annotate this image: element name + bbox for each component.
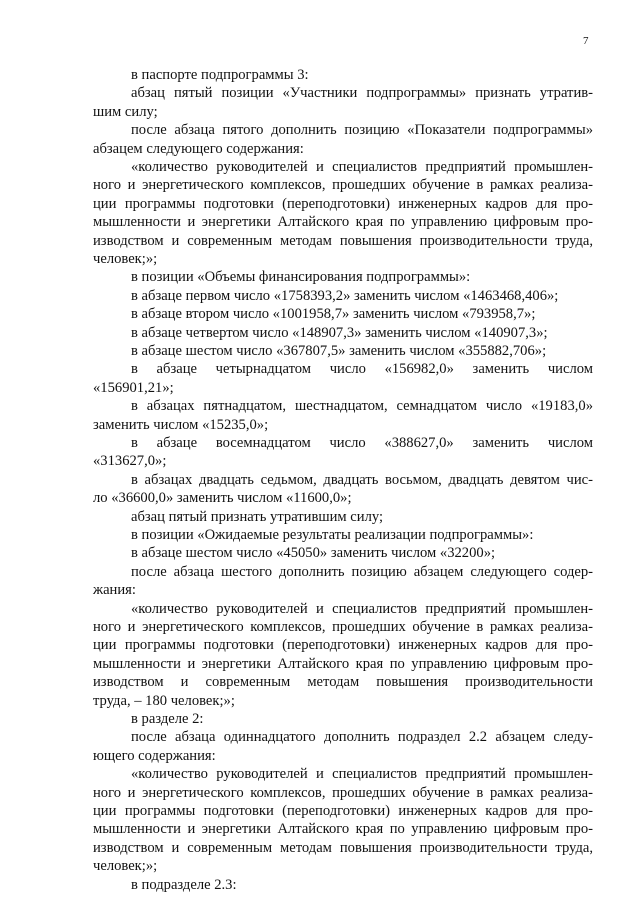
text-line: мышленности и энергетики Алтайского края по управлению цифровым про- [93, 655, 593, 672]
text-line: абзац пятый признать утратившим силу; [131, 508, 384, 525]
text-line: шим силу; [93, 103, 158, 120]
text-line: человек;»; [93, 858, 158, 875]
text-line: ции программы подготовки (переподготовки) инженерных кадров для про- [93, 803, 593, 819]
text-line: в абзаце шестом число «45050» заменить числом «32200»; [131, 545, 496, 562]
text-line: мышленности и энергетики Алтайского края по управлению цифровым про- [93, 214, 593, 231]
text-line: в позиции «Объемы финансирования подпрограммы»: [131, 269, 471, 286]
text-line: изводством и современным методам повышения производительности труда, [93, 839, 593, 856]
text-line: абзац пятый позиции «Участники подпрограммы» признать утратив- [131, 85, 593, 102]
text-line: абзацем следующего содержания: [93, 140, 304, 157]
text-line: «156901,21»; [93, 379, 174, 396]
text-line: в разделе 2: [131, 711, 204, 727]
text-line: в абзацах пятнадцатом, шестнадцатом, семнадцатом число «19183,0» [131, 398, 593, 415]
page-number: 7 [583, 35, 589, 47]
text-line: в абзаце втором число «1001958,7» заменить числом «793958,7»; [131, 306, 536, 323]
text-line: после абзаца шестого дополнить позицию абзацем следующего содер- [131, 563, 593, 580]
text-line: в абзаце шестом число «367807,5» заменить числом «355882,706»; [131, 343, 547, 359]
text-line: «количество руководителей и специалистов предприятий промышлен- [131, 600, 593, 617]
text-line: после абзаца пятого дополнить позицию «Показатели подпрограммы» [131, 122, 593, 139]
text-line: ло «36600,0» заменить числом «11600,0»; [93, 490, 352, 507]
text-line: в абзаце восемнадцатом число «388627,0» заменить числом [131, 435, 593, 451]
text-line: «количество руководителей и специалистов предприятий промышлен- [131, 159, 593, 175]
text-line: в абзаце первом число «1758393,2» заменить числом «1463468,406»; [131, 287, 559, 304]
text-line: заменить числом «15235,0»; [93, 416, 269, 433]
text-line: человек;»; [93, 251, 158, 267]
text-line: ции программы подготовки (переподготовки) инженерных кадров для про- [93, 195, 593, 212]
text-line: мышленности и энергетики Алтайского края по управлению цифровым про- [93, 821, 593, 838]
text-line: ции программы подготовки (переподготовки) инженерных кадров для про- [93, 637, 593, 654]
text-line: в абзаце четырнадцатом число «156982,0» заменить числом [131, 361, 593, 378]
text-line: ного и энергетического комплексов, прошедших обучение в рамках реализа- [93, 177, 593, 194]
text-line: труда, – 180 человек;»; [93, 692, 235, 709]
text-line: ющего содержания: [93, 747, 216, 764]
text-line: ного и энергетического комплексов, прошедших обучение в рамках реализа- [93, 619, 593, 635]
text-line: в абзацах двадцать седьмом, двадцать восьмом, двадцать девятом чис- [131, 471, 593, 488]
text-line: в паспорте подпрограммы 3: [131, 67, 309, 83]
text-line: в подразделе 2.3: [131, 876, 237, 893]
text-line: «количество руководителей и специалистов предприятий промышлен- [131, 766, 593, 783]
text-line: жания: [93, 582, 136, 599]
text-line: «313627,0»; [93, 453, 167, 470]
text-line: изводством и современным методам повышения производительности [93, 674, 593, 691]
text-line: изводством и современным методам повышения производительности труда, [93, 232, 593, 249]
text-line: в абзаце четвертом число «148907,3» заменить числом «140907,3»; [131, 324, 548, 341]
text-line: после абзаца одиннадцатого дополнить подраздел 2.2 абзацем следу- [131, 729, 593, 746]
text-line: ного и энергетического комплексов, прошедших обучение в рамках реализа- [93, 784, 593, 801]
text-line: в позиции «Ожидаемые результаты реализации подпрограммы»: [131, 527, 534, 543]
